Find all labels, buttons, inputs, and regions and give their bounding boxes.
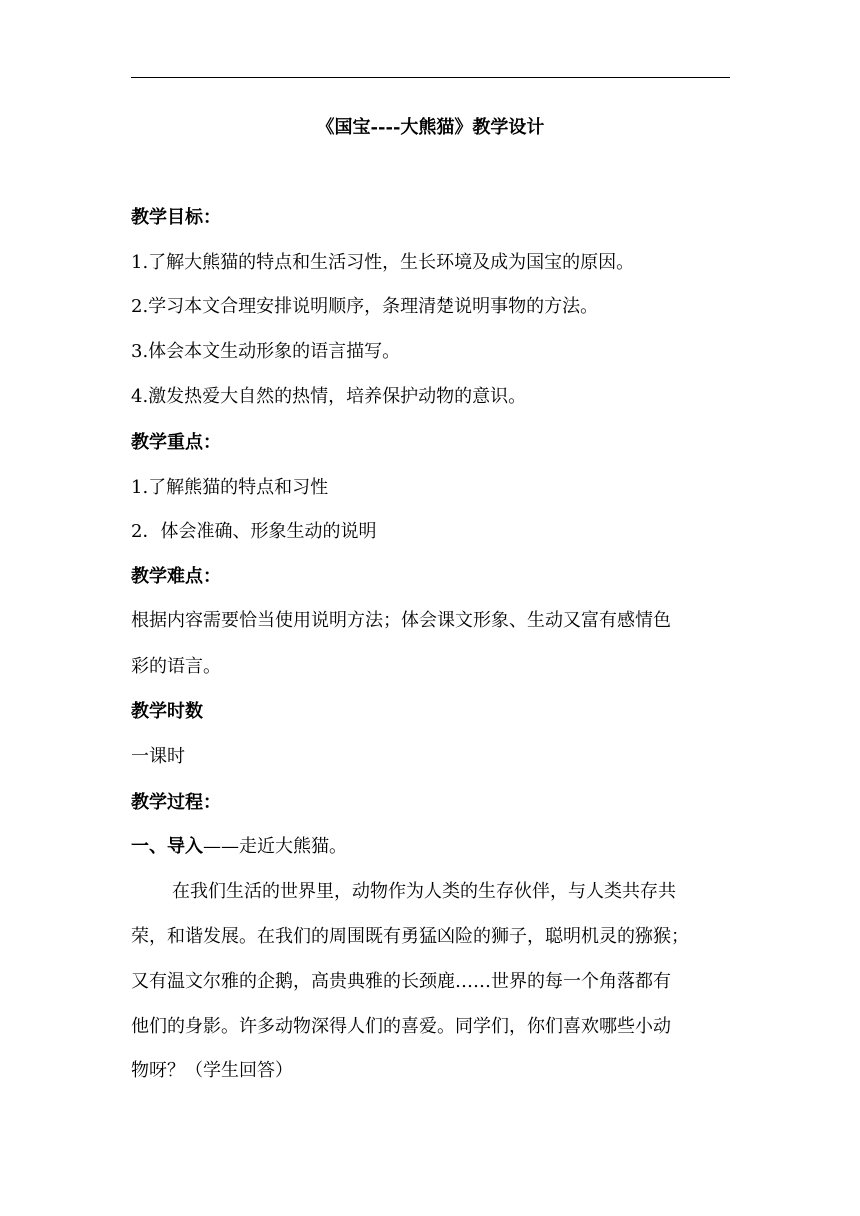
difficulties-line: 根据内容需要恰当使用说明方法；体会课文形象、生动又富有感情色 [131,610,671,631]
document-title: 《国宝----大熊猫》教学设计 [316,117,545,138]
objective-item: 3.体会本文生动形象的语言描写。 [131,341,401,362]
objectives-heading: 教学目标： [131,207,221,228]
paragraph-line: 物呀？（学生回答） [131,1060,293,1081]
section-one-rest: ——走近大熊猫。 [203,836,347,857]
paragraph-line: 荣，和谐发展。在我们的周围既有勇猛凶险的狮子，聪明机灵的猕猴； [131,926,689,947]
duration-value: 一课时 [131,746,185,767]
header-rule [131,77,730,78]
key-point-item: 2．体会准确、形象生动的说明 [131,521,377,542]
difficulties-heading: 教学难点： [131,566,221,587]
objective-item: 4.激发热爱大自然的热情，培养保护动物的意识。 [131,386,527,407]
key-points-heading: 教学重点： [131,432,221,453]
section-one-label: 一、导入 [131,836,203,857]
duration-heading: 教学时数 [131,701,203,722]
paragraph-line: 在我们生活的世界里，动物作为人类的生存伙伴，与人类共存共 [172,881,676,902]
section-one-heading [131,835,736,859]
paragraph-line: 他们的身影。许多动物深得人们的喜爱。同学们，你们喜欢哪些小动 [131,1016,671,1037]
objective-item: 2.学习本文合理安排说明顺序，条理清楚说明事物的方法。 [131,296,599,317]
difficulties-line: 彩的语言。 [131,656,221,677]
process-heading: 教学过程： [131,792,221,813]
key-point-item: 1.了解熊猫的特点和习性 [131,477,329,498]
objective-item: 1.了解大熊猫的特点和生活习性，生长环境及成为国宝的原因。 [131,252,635,273]
paragraph-line: 又有温文尔雅的企鹅，高贵典雅的长颈鹿……世界的每一个角落都有 [131,971,671,992]
